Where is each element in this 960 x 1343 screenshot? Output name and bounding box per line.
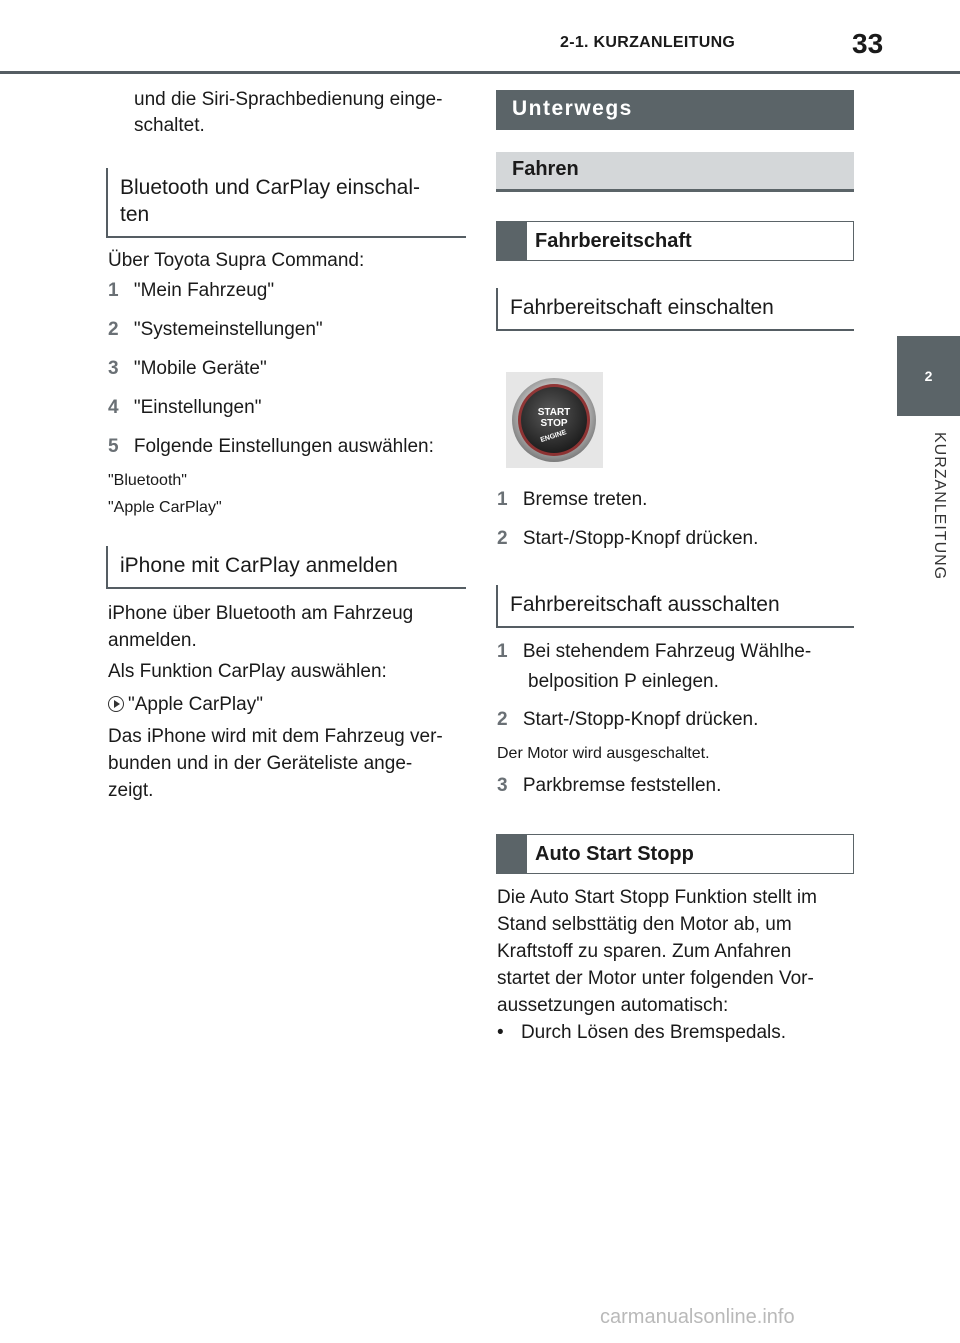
para-3 <box>108 691 263 718</box>
step-number: 2 <box>497 528 508 549</box>
auto-line-5: aussetzungen automatisch: <box>497 995 729 1016</box>
step-3 <box>108 355 267 382</box>
section-title: 2-1. KURZANLEITUNG <box>560 34 736 51</box>
para-4-line-1: Das iPhone wird mit dem Fahrzeug ver- <box>108 726 443 747</box>
chapter-tab-label: KURZANLEITUNG <box>931 432 948 581</box>
auto-line-4: startet der Motor unter folgenden Vor- <box>497 968 814 989</box>
step-text: "Mobile Geräte" <box>133 358 267 379</box>
para-1-line-1: iPhone über Bluetooth am Fahrzeug <box>108 603 414 624</box>
para-4-line-3: zeigt. <box>108 780 154 801</box>
step-number: 3 <box>497 775 508 796</box>
button-text-stop: STOP <box>540 418 568 429</box>
step-number: 5 <box>108 436 119 457</box>
aus-step-3 <box>497 772 721 799</box>
intro-line-1: und die Siri-Sprachbedienung einge- <box>134 89 443 110</box>
auto-line-2: Stand selbsttätig den Motor ab, um <box>497 914 792 935</box>
box-fahrbereitschaft-label: Fahrbereitschaft <box>535 229 692 252</box>
bluetooth-carplay-heading-line-2: ten <box>120 203 150 226</box>
box-marker <box>497 222 527 260</box>
step-text: Folgende Einstellungen auswählen: <box>133 436 434 457</box>
step-4 <box>108 394 261 421</box>
ein-step-2 <box>497 525 758 552</box>
aus-step-1-line-2: belposition P einlegen. <box>528 671 719 692</box>
step-text: Start-/Stopp-Knopf drücken. <box>522 528 759 549</box>
step-text: "Mein Fahrzeug" <box>133 280 275 301</box>
para-4-line-2: bunden und in der Geräteliste ange- <box>108 753 413 774</box>
step-number: 2 <box>497 709 508 730</box>
via-command-text: Über Toyota Supra Command: <box>108 250 365 271</box>
box-auto-start-stopp <box>496 834 854 874</box>
step-number: 2 <box>108 319 119 340</box>
button-text-start: START <box>537 407 571 418</box>
ein-step-1 <box>497 486 647 513</box>
step-text: "Systemeinstellungen" <box>133 319 323 340</box>
intro-line-2: schaltet. <box>134 115 205 136</box>
bullet-item <box>497 1019 786 1046</box>
para-2: Als Funktion CarPlay auswählen: <box>108 661 387 682</box>
aus-step-1 <box>497 638 811 665</box>
chapter-tab: 2 <box>897 336 960 416</box>
auto-line-1: Die Auto Start Stopp Funktion stellt im <box>497 887 817 908</box>
step-number: 4 <box>108 397 119 418</box>
step-text: Start-/Stopp-Knopf drücken. <box>522 709 759 730</box>
step-number: 1 <box>497 489 508 510</box>
box-marker <box>497 835 527 873</box>
heading-einschalten: Fahrbereitschaft einschalten <box>496 288 854 331</box>
bullet-text: Durch Lösen des Bremspedals. <box>520 1022 787 1043</box>
button-text-engine: ENGINE <box>539 429 568 445</box>
step-text: Bremse treten. <box>522 489 648 510</box>
banner-unterwegs: Unterwegs <box>496 90 854 130</box>
option-apple-carplay: "Apple CarPlay" <box>108 499 222 516</box>
banner-fahren: Fahren <box>496 152 854 192</box>
heading-ausschalten: Fahrbereitschaft ausschalten <box>496 585 854 628</box>
bluetooth-carplay-heading-line-1: Bluetooth und CarPlay einschal- <box>120 176 421 199</box>
bluetooth-carplay-heading <box>106 168 466 238</box>
option-bluetooth: "Bluetooth" <box>108 472 187 489</box>
watermark: carmanualsonline.info <box>600 1306 795 1328</box>
step-2 <box>108 316 323 343</box>
box-auto-start-stopp-label: Auto Start Stopp <box>535 842 694 865</box>
aus-step-2 <box>497 706 758 733</box>
play-arrow-icon <box>108 696 124 712</box>
step-number: 1 <box>497 641 508 662</box>
step-text: Parkbremse feststellen. <box>522 775 722 796</box>
page-number: 33 <box>852 28 884 59</box>
step-1 <box>108 277 274 304</box>
step-text: Bei stehendem Fahrzeug Wählhe- <box>522 641 812 662</box>
header-divider <box>0 71 960 74</box>
box-fahrbereitschaft <box>496 221 854 261</box>
step-5 <box>108 433 434 460</box>
para-3-text: "Apple CarPlay" <box>128 694 263 715</box>
aus-note: Der Motor wird ausgeschaltet. <box>497 745 710 762</box>
iphone-carplay-heading: iPhone mit CarPlay anmelden <box>106 546 466 589</box>
step-text: "Einstellungen" <box>133 397 262 418</box>
step-number: 1 <box>108 280 119 301</box>
auto-line-3: Kraftstoff zu sparen. Zum Anfahren <box>497 941 792 962</box>
start-stop-button-image <box>506 372 603 468</box>
para-1-line-2: anmelden. <box>108 630 197 651</box>
step-number: 3 <box>108 358 119 379</box>
bullet-icon: • <box>497 1022 504 1043</box>
